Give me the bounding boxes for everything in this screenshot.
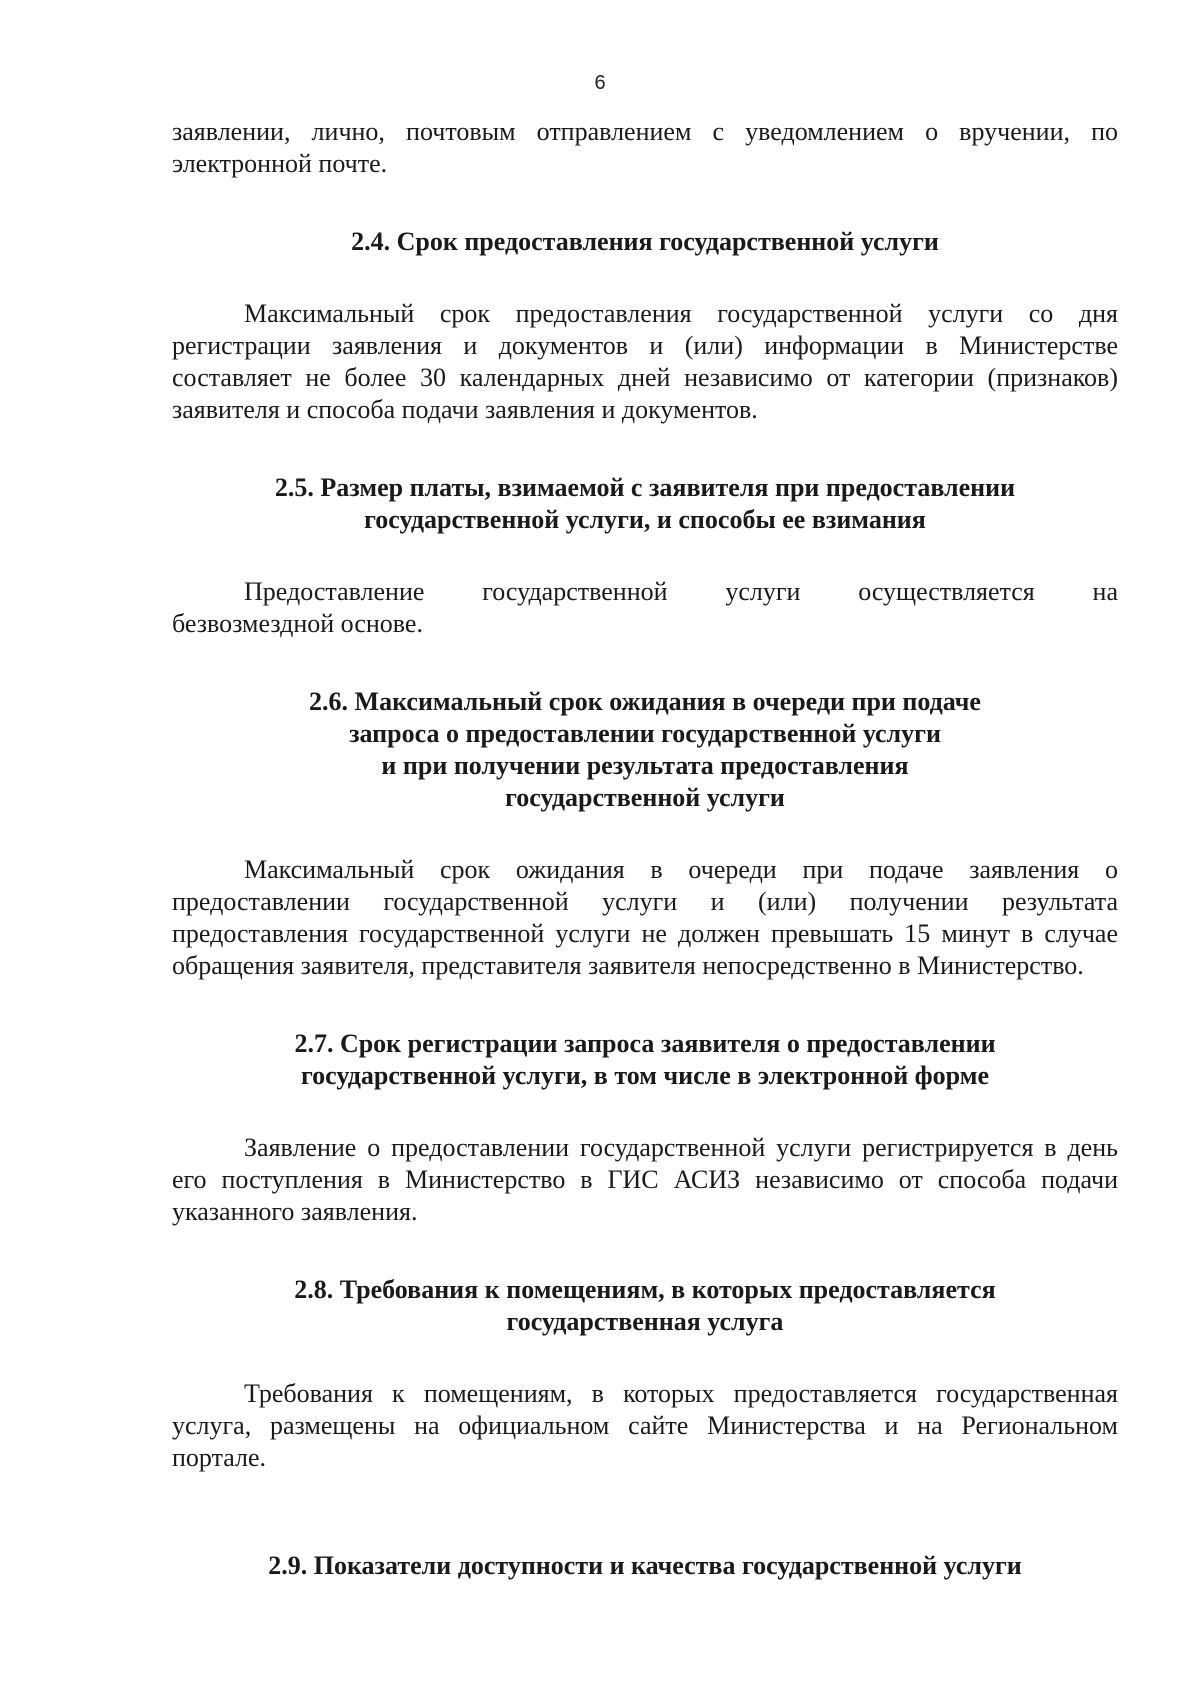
section-2-4-heading: 2.4. Срок предоставления государственной услуги [351,227,939,256]
intro-paragraph: заявлении, лично, почтовым отправлением с уведомлением о вручении, по электронной почте. [172,117,1118,178]
section-2-7-paragraph: Заявление о предоставлении государственной услуги регистрируется в день его поступления в Министерство в ГИС АСИЗ независимо от способа подачи указанного заявления. [172,1133,1118,1226]
section-2-9-heading: 2.9. Показатели доступности и качества государственной услуги [268,1551,1022,1580]
section-2-5-heading: 2.5. Размер платы, взимаемой с заявителя при предоставлении государственной услуги, и способы ее взимания [274,473,1016,534]
document-body [172,116,1118,1582]
section-2-8-heading: 2.8. Требования к помещениям, в которых предоставляется государственная услуга [294,1275,996,1336]
section-2-5-line-1: Предоставление государственной услуги осуществляется на [244,577,1118,606]
section-2-7-heading: 2.7. Срок регистрации запроса заявителя о предоставлении государственной услуги, в том числе в электронной форме [294,1029,996,1090]
section-2-5-line-2: безвозмездной основе. [172,609,423,638]
page-number: 6 [594,72,606,94]
section-2-4-paragraph: Максимальный срок предоставления государственной услуги со дня регистрации заявления и документов и (или) информации в Министерстве составляет не более 30 календарных дней независимо от категории (признаков) заявителя и способа подачи заявления и документов. [172,299,1118,424]
section-2-8-paragraph: Требования к помещениям, в которых предоставляется государственная услуга, размещены на официальном сайте Министерства и на Региональном портале. [172,1379,1118,1472]
section-2-6-heading: 2.6. Максимальный срок ожидания в очереди при подаче запроса о предоставлении государственной услуги и при получении результата предоставления государственной услуги [309,687,981,812]
section-2-6-paragraph: Максимальный срок ожидания в очереди при подаче заявления о предоставлении государственной услуги и (или) получении результата предоставления государственной услуги не должен превышать 15 минут в случае обращения заявителя, представителя заявителя непосредственно в Министерство. [172,855,1118,980]
section-2-5-paragraph [172,576,1118,608]
